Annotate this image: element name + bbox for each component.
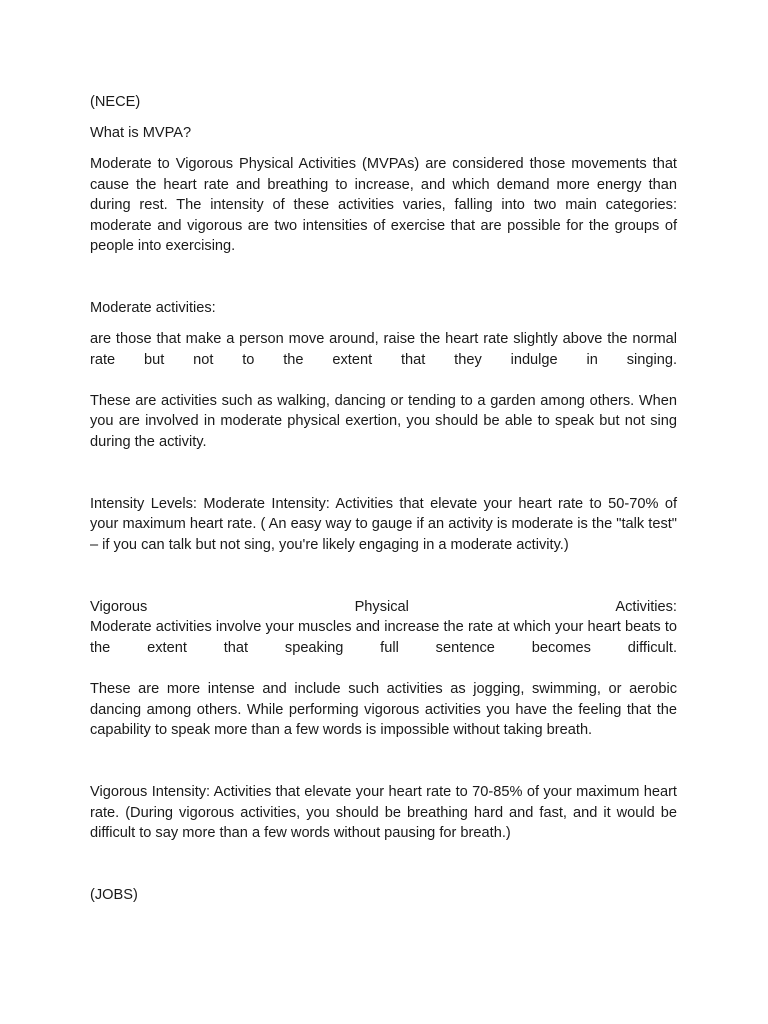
mvpa-definition-paragraph: Moderate to Vigorous Physical Activities (MVPAs) are considered those movements that cause the heart rate and breathing to increase, and which demand more energy than during rest. The intensity of these activities varies, falling into two main categories: moderate and vigorous are two intensities of exercise that are possible for the groups of people into exercising. (90, 155, 677, 255)
vigorous-intensity-paragraph: Vigorous Intensity: Activities that elevate your heart rate to 70-85% of your maximum heart rate. (During vigorous activities, you should be breathing hard and fast, and it would be difficult to say more than a few words without pausing for breath.) (90, 784, 677, 842)
document-body (90, 92, 677, 906)
section-label-nece: (NECE) (90, 94, 141, 110)
moderate-activities-heading: Moderate activities: (90, 300, 216, 317)
section-label-jobs: (JOBS) (90, 887, 138, 904)
moderate-examples-paragraph: These are activities such as walking, dancing or tending to a garden among others. When you are involved in moderate physical exertion, you should be able to speak but not sing during the activity. (90, 392, 677, 451)
vigorous-description-paragraph: Moderate activities involve your muscles and increase the rate at which your heart beats to the extent that speaking full sentence becomes difficult. (90, 619, 677, 657)
vigorous-examples-paragraph: These are more intense and include such activities as jogging, swimming, or aerobic dancing among others. While performing vigorous activities you have the feeling that the capability to speak more than a few words is impossible without taking breath. (90, 681, 677, 739)
moderate-description-paragraph: are those that make a person move around, raise the heart rate slightly above the normal rate but not to the extent that they indulge in singing. (90, 331, 677, 368)
moderate-intensity-paragraph: Intensity Levels: Moderate Intensity: Activities that elevate your heart rate to 50-70% of your maximum heart rate. ( An easy way to gauge if an activity is moderate is the "talk test" – if you can talk but not sing, you're likely engaging in a moderate activity.) (90, 495, 677, 554)
vigorous-activities-heading: Vigorous Physical Activities: (90, 598, 677, 615)
question-heading: What is MVPA? (90, 124, 192, 141)
